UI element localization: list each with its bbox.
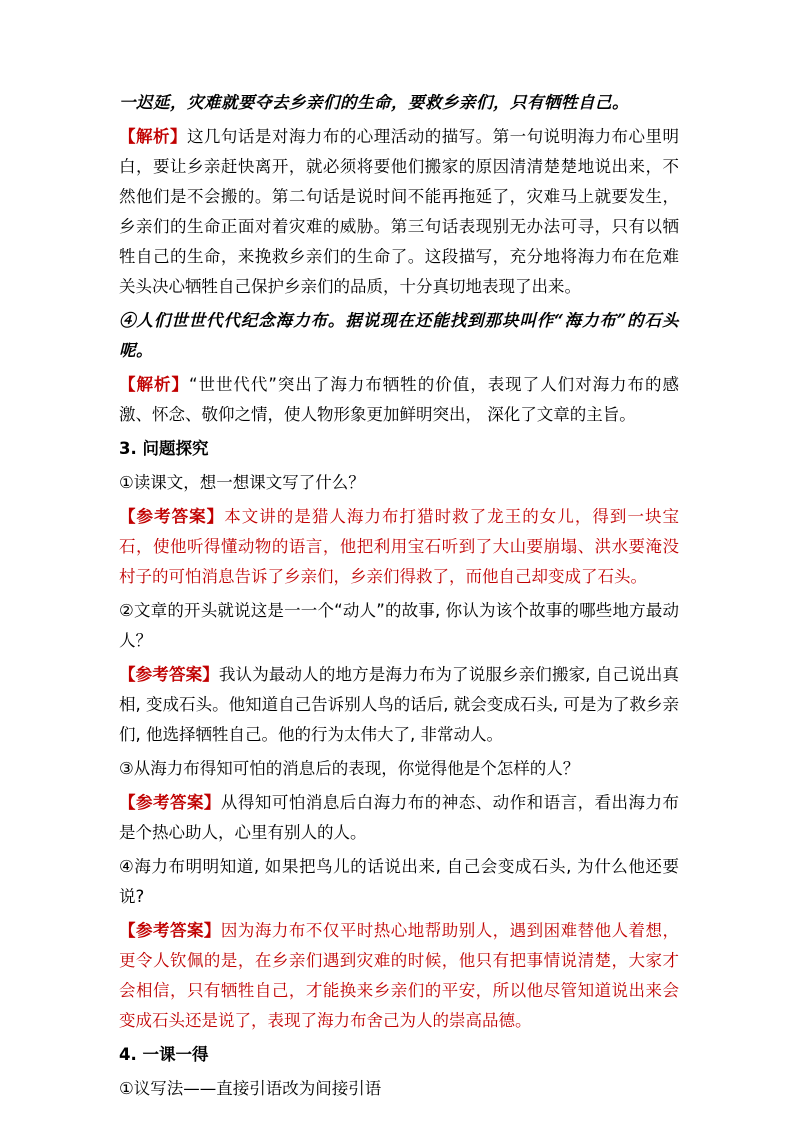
quote-line-3-end: 一迟延，灾难就要夺去乡亲们的生命，要救乡亲们，只有牺牲自己。 [119, 93, 629, 112]
answer-1 [119, 502, 679, 592]
document-page [119, 88, 679, 1108]
answer-tag: 【参考答案】 [119, 665, 219, 684]
answer-4 [119, 916, 679, 1036]
question-2: ②文章的开头就说这是一一个“动人”的故事, 你认为该个故事的哪些地方最动人？ [119, 601, 679, 650]
answer-text: 因为海力布不仅平时热心地帮助别人，遇到困难替他人着想，更令人钦佩的是，在乡亲们遇到灾难的时候，他只有把事情说清楚，大家才会相信，只有牺牲自己，才能换来乡亲们的平安，所以他尽管知道说出来会变成石头还是说了，表现了海力布舍己为人的崇高品德。 [119, 921, 679, 1030]
answer-tag: 【参考答案】 [119, 793, 221, 812]
question-4: ④海力布明明知道, 如果把鸟儿的话说出来, 自己会变成石头, 为什么他还要说? [119, 857, 679, 906]
answer-text: 从得知可怕消息后白海力布的神态、动作和语言，看出海力布是个热心助人，心里有别人的人。 [119, 793, 679, 842]
answer-2 [119, 660, 679, 750]
analysis-paragraph-1 [119, 122, 679, 302]
question-3: ③从海力布得知可怕的消息后的表现，你觉得他是个怎样的人？ [119, 759, 580, 778]
answer-tag: 【参考答案】 [119, 921, 221, 940]
analysis-text: “世世代代”突出了海力布牺牲的价值，表现了人们对海力布的感激、怀念、敬仰之情，使人物形象更加鲜明突出， 深化了文章的主旨。 [119, 375, 680, 424]
answer-tag: 【参考答案】 [119, 507, 225, 526]
analysis-text: 这几句话是对海力布的心理活动的描写。第一句说明海力布心里明白，要让乡亲赶快离开，就必须将要他们搬家的原因清清楚楚地说出来，不然他们是不会搬的。第二句话是说时间不能再拖延了，灾难马上就要发生，乡亲们的生命正面对着灾难的威胁。第三句话表现别无办法可寻，只有以牺牲自己的生命，来挽救乡亲们的生命了。这段描写，充分地将海力布在危难关头决心牺牲自己保护乡亲们的品质，十分真切地表现了出来。 [119, 127, 679, 296]
analysis-paragraph-2 [119, 370, 679, 430]
analysis-tag: 【解析】 [119, 127, 187, 146]
item-4-1: ①议写法——直接引语改为间接引语 [119, 1079, 382, 1098]
section-heading-4: 4. 一课一得 [119, 1045, 209, 1064]
answer-text: 本文讲的是猎人海力布打猎时救了龙王的女儿，得到一块宝石，使他听得懂动物的语言，他把利用宝石听到了大山要崩塌、洪水要淹没村子的可怕消息告诉了乡亲们，乡亲们得救了，而他自己却变成了石头。 [119, 507, 680, 586]
section-heading-3: 3. 问题探究 [119, 439, 209, 458]
answer-text: 我认为最动人的地方是海力布为了说服乡亲们搬家, 自己说出真相, 变成石头。他知道自己告诉别人鸟的话后, 就会变成石头, 可是为了救乡亲们, 他选择牺牲自己。他的行为太伟大了, 非常动人。 [119, 665, 680, 744]
answer-3 [119, 788, 679, 848]
question-1: ①读课文，想一想课文写了什么？ [119, 473, 365, 492]
analysis-tag: 【解析】 [119, 375, 189, 394]
quote-line-4: ④人们世世代代纪念海力布。据说现在还能找到那块叫作“海力布”的石头呢。 [119, 311, 679, 360]
